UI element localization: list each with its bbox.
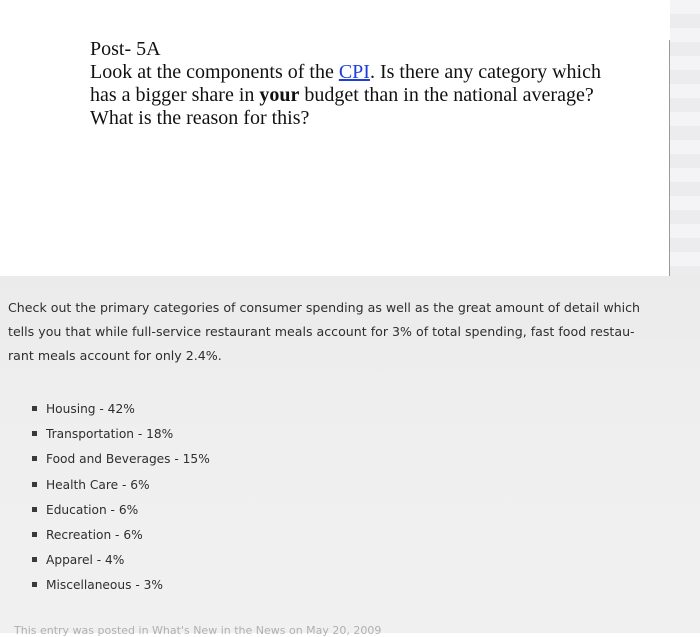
bullet-icon xyxy=(32,582,37,587)
question-line-1 xyxy=(90,61,675,84)
cpi-link[interactable]: CPI xyxy=(338,61,370,83)
category-label: Recreation - 6% xyxy=(46,527,143,542)
excerpt-panel xyxy=(0,276,700,637)
category-label: Health Care - 6% xyxy=(46,477,150,492)
bullet-icon xyxy=(32,532,37,537)
list-item xyxy=(32,523,210,548)
question-line-2-end: budget than in the national average? xyxy=(299,84,594,106)
posted-in-note: This entry was posted in What's New in the News on May 20, 2009 xyxy=(14,624,382,637)
question-line-2-start: has a bigger share in xyxy=(90,84,260,106)
question-panel xyxy=(0,0,700,276)
paragraph-line: tells you that while full-service restaurant meals account for 3% of total spending, fast food restau- xyxy=(8,324,635,339)
bullet-icon xyxy=(32,406,37,411)
list-item xyxy=(32,498,210,523)
category-label: Miscellaneous - 3% xyxy=(46,578,163,593)
question-line-3: What is the reason for this? xyxy=(90,107,310,129)
category-label: Transportation - 18% xyxy=(46,427,174,442)
bullet-icon xyxy=(32,507,37,512)
list-item xyxy=(32,447,210,472)
list-item xyxy=(32,473,210,498)
list-item xyxy=(32,397,210,422)
list-item xyxy=(32,573,210,598)
category-label: Food and Beverages - 15% xyxy=(46,452,210,467)
question-text xyxy=(90,38,675,130)
bullet-icon xyxy=(32,431,37,436)
paragraph-line: rant meals account for only 2.4%. xyxy=(8,348,222,363)
category-label: Housing - 42% xyxy=(46,402,135,416)
post-title: Post- 5A xyxy=(90,38,161,60)
list-item xyxy=(32,422,210,447)
list-item xyxy=(32,548,210,573)
paragraph-line: Check out the primary categories of consumer spending as well as the great amount of detail which xyxy=(8,300,641,315)
bullet-icon xyxy=(32,482,37,487)
question-line-2 xyxy=(90,84,675,107)
bullet-icon xyxy=(32,456,37,461)
question-line-1-start: Look at the components of the xyxy=(90,61,339,83)
category-label: Apparel - 4% xyxy=(46,553,125,568)
category-label: Education - 6% xyxy=(46,502,139,517)
excerpt-paragraph xyxy=(8,296,692,368)
spending-category-list xyxy=(32,397,210,599)
emphasis-your: your xyxy=(259,84,300,106)
bullet-icon xyxy=(32,557,37,562)
question-line-1-end: . Is there any category which xyxy=(369,61,601,83)
